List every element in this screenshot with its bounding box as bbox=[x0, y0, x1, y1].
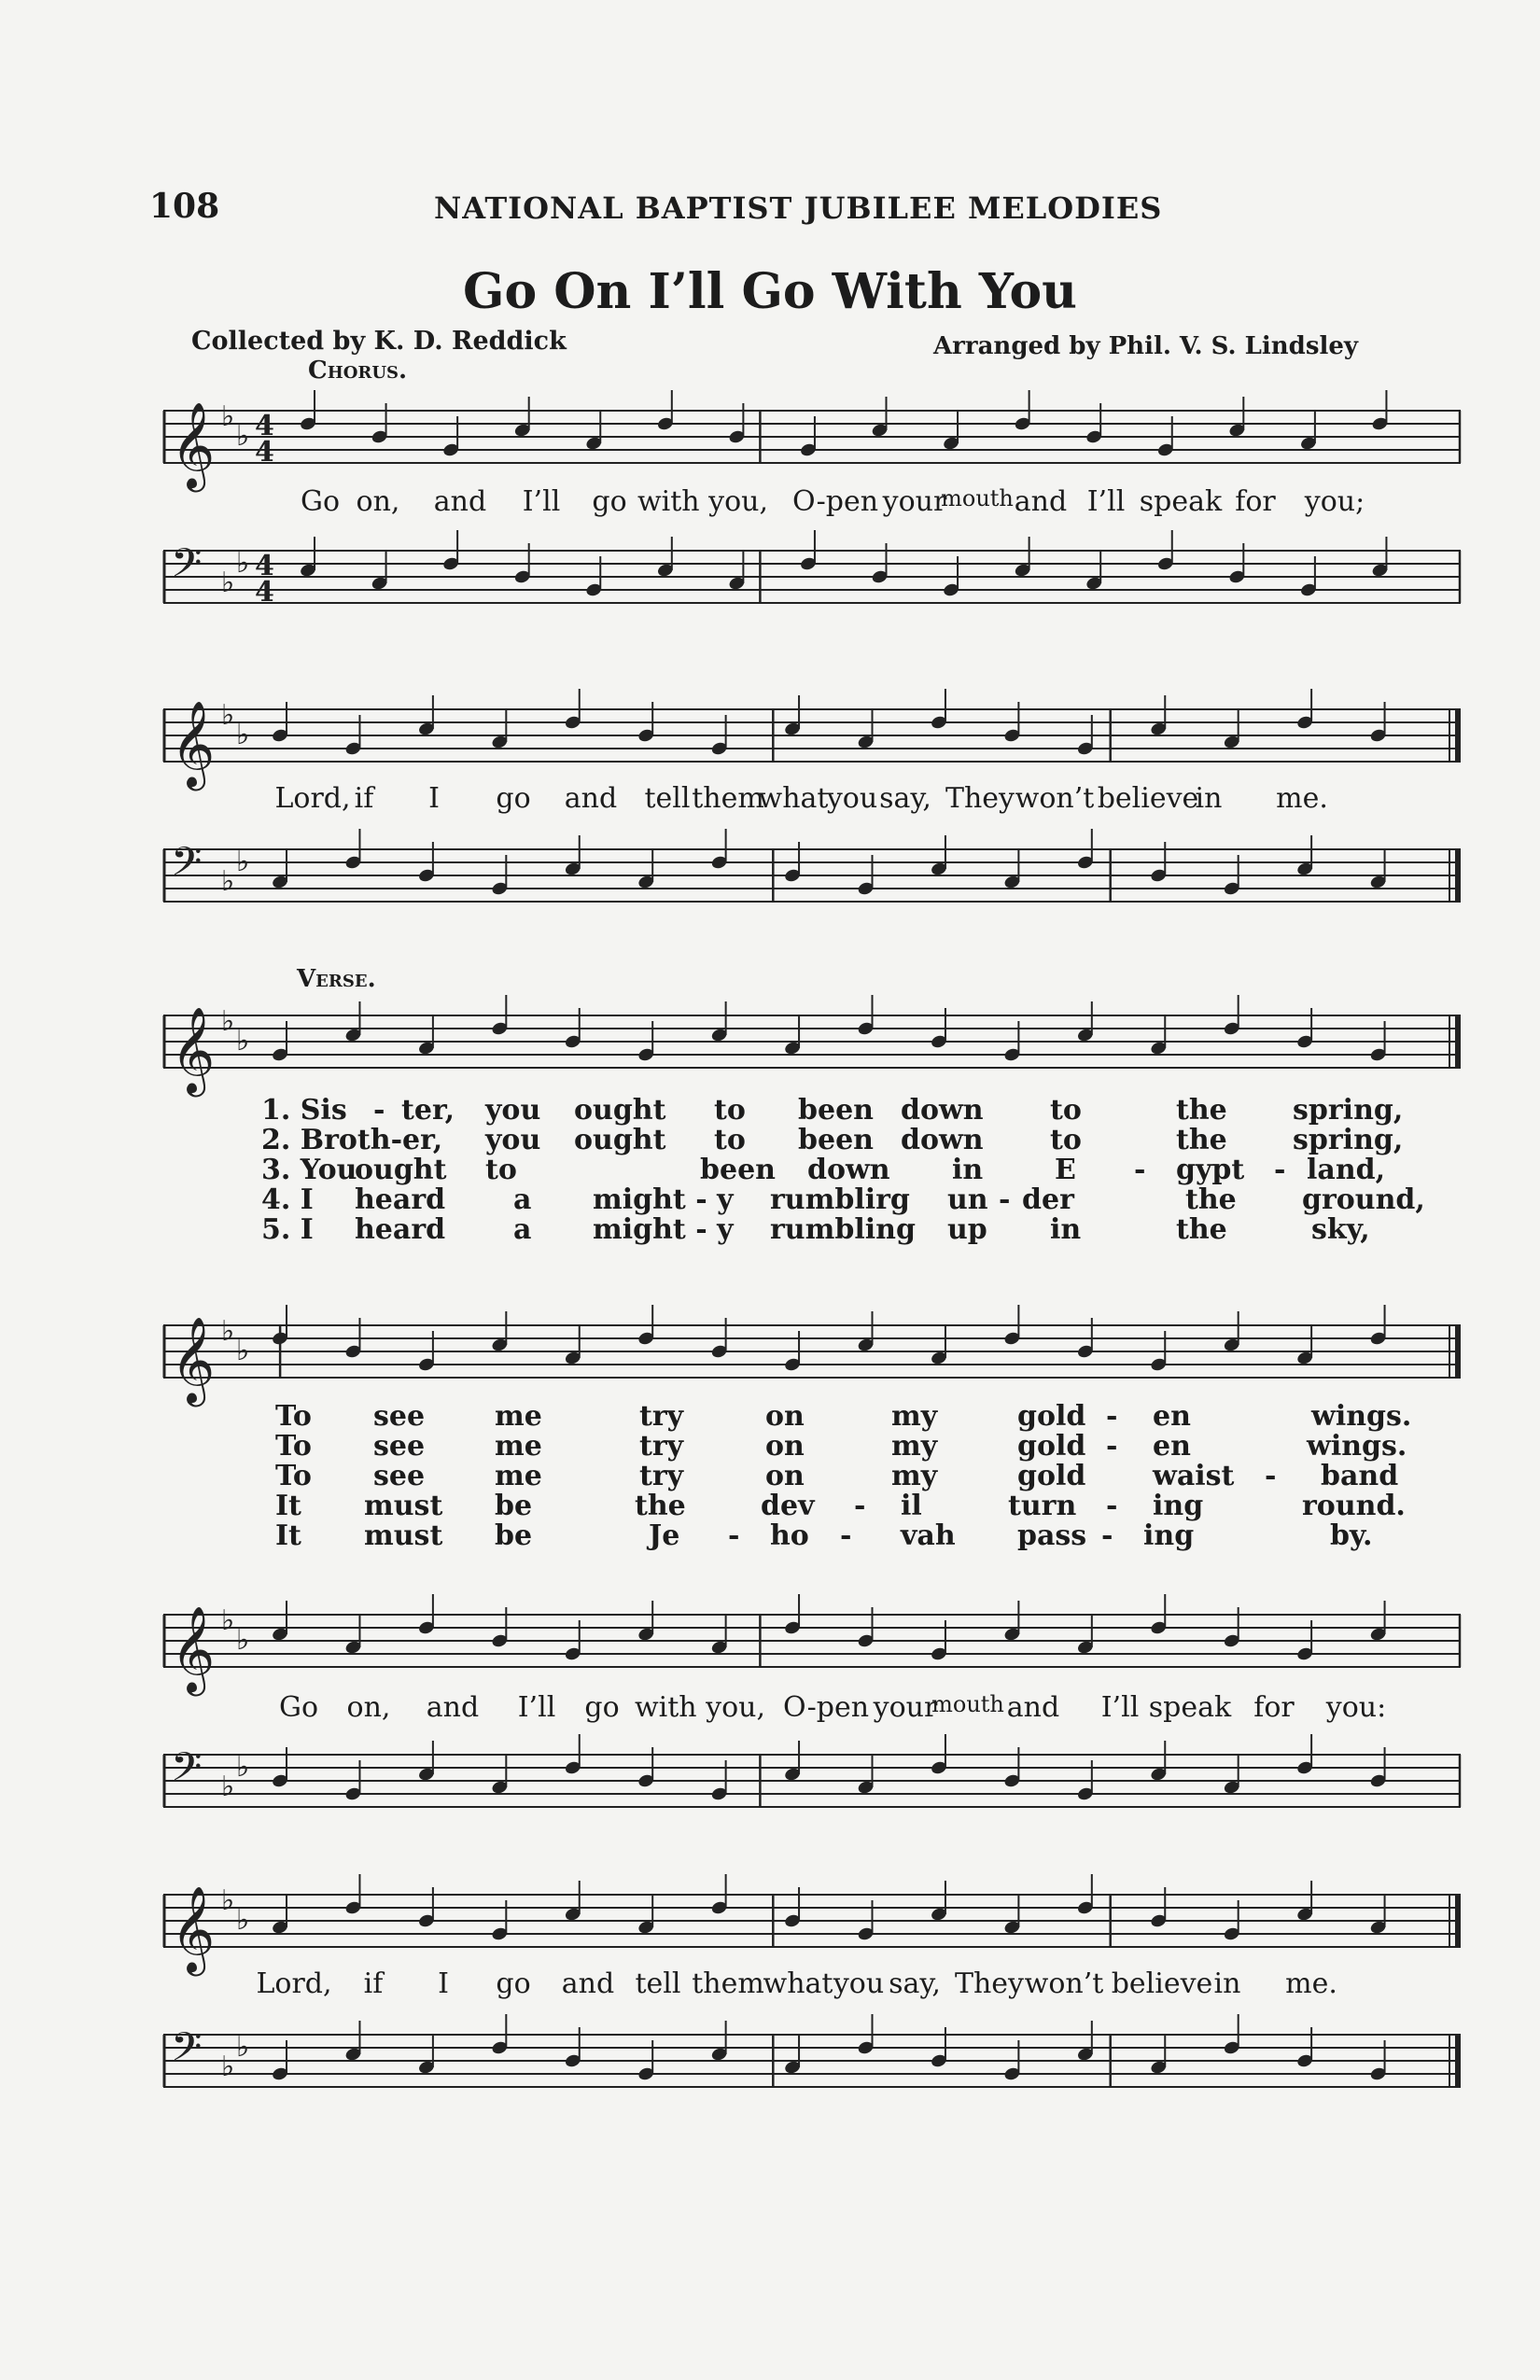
bass-clef-icon: 𝄢 bbox=[171, 839, 203, 895]
lyric-word: on, bbox=[356, 485, 400, 518]
lyric-word: Lord, bbox=[256, 1967, 332, 2000]
verse-3-line-a bbox=[163, 1154, 1461, 1185]
arranged-by-credit: Arranged by Phil. V. S. Lindsley bbox=[933, 332, 1359, 360]
lyric-word: gold bbox=[1017, 1460, 1086, 1492]
lyric-word: gold bbox=[1017, 1430, 1086, 1463]
lyric-word: E bbox=[1055, 1154, 1076, 1186]
lyric-word: on, bbox=[346, 1691, 391, 1724]
lyric-word: the bbox=[1176, 1124, 1227, 1156]
flat-sign-icon: ♭ bbox=[236, 420, 250, 453]
lyric-word: with you, bbox=[634, 1691, 766, 1724]
lyric-word: in bbox=[1213, 1967, 1241, 2000]
lyric-word: might - y bbox=[593, 1213, 734, 1246]
lyric-word: 3. You bbox=[261, 1154, 357, 1186]
lyric-word: ought bbox=[355, 1154, 447, 1186]
lyric-word: mouth bbox=[931, 1691, 1004, 1717]
lyric-word: rumbling bbox=[770, 1213, 916, 1246]
lyric-word: if bbox=[354, 782, 374, 815]
verse-1-line-a bbox=[163, 1094, 1461, 1126]
lyric-word: I’ll bbox=[522, 485, 561, 518]
treble-clef-icon: 𝄞 bbox=[171, 1885, 216, 1972]
lyric-word: the bbox=[1176, 1213, 1227, 1246]
treble-staff bbox=[163, 1876, 1461, 1979]
lyric-word: en bbox=[1153, 1400, 1191, 1433]
lyric-word: your bbox=[882, 485, 947, 518]
lyric-word: you bbox=[485, 1094, 541, 1127]
lyric-word: - bbox=[1106, 1490, 1118, 1522]
lyric-word: down bbox=[901, 1124, 984, 1156]
lyric-word: go bbox=[584, 1691, 620, 1724]
lyric-word: un bbox=[947, 1183, 988, 1216]
lyric-word: Go bbox=[278, 1691, 319, 1724]
treble-staff bbox=[163, 997, 1461, 1099]
chorus-lyric-row-1 bbox=[163, 485, 1461, 519]
lyric-word: I bbox=[428, 782, 440, 815]
lyric-word: try bbox=[639, 1400, 684, 1433]
verse-4-line-a bbox=[163, 1183, 1461, 1215]
lyric-word: with you, bbox=[637, 485, 769, 518]
lyric-word: Go bbox=[300, 485, 341, 518]
flat-sign-icon: ♭ bbox=[236, 719, 250, 751]
lyric-word: - bbox=[728, 1519, 740, 1552]
lyric-word: see bbox=[373, 1430, 426, 1463]
flat-sign-icon: ♭ bbox=[236, 1025, 250, 1057]
lyric-word: won’t bbox=[1024, 1967, 1104, 2000]
bass-clef-icon: 𝄢 bbox=[171, 2024, 203, 2080]
flat-sign-icon: ♭ bbox=[221, 699, 235, 732]
treble-clef-icon: 𝄞 bbox=[171, 401, 216, 488]
lyric-word: - bbox=[1106, 1400, 1118, 1433]
treble-clef-icon: 𝄞 bbox=[171, 1006, 216, 1093]
time-signature-top: 4 bbox=[255, 410, 274, 442]
verse-2-line-a bbox=[163, 1124, 1461, 1155]
verse-2-line-b bbox=[163, 1430, 1461, 1462]
lyric-word: and bbox=[426, 1691, 480, 1724]
lyric-word: go bbox=[496, 1967, 531, 2000]
lyric-word: and bbox=[561, 1967, 615, 2000]
lyric-word: me. bbox=[1285, 1967, 1337, 2000]
lyric-word: in bbox=[1195, 782, 1223, 815]
bass-clef-icon: 𝄢 bbox=[171, 540, 203, 596]
lyric-word: the bbox=[1176, 1094, 1227, 1127]
lyric-word: mouth bbox=[941, 485, 1014, 511]
lyric-word: me bbox=[495, 1460, 542, 1492]
lyric-word: speak bbox=[1139, 485, 1223, 518]
chorus-repeat-system-1 bbox=[163, 1596, 1461, 1829]
lyric-word: - bbox=[854, 1490, 866, 1522]
lyric-word: I’ll bbox=[1100, 1691, 1140, 1724]
bass-clef-icon: 𝄢 bbox=[171, 1744, 203, 1800]
flat-sign-icon: ♭ bbox=[221, 567, 235, 599]
lyric-word: the bbox=[635, 1490, 686, 1522]
lyric-word: you: bbox=[1325, 1691, 1387, 1724]
treble-staff bbox=[163, 392, 1461, 495]
lyric-word: It bbox=[275, 1490, 301, 1522]
lyric-word: tell bbox=[644, 782, 691, 815]
lyric-word: - bbox=[1265, 1460, 1277, 1492]
flat-sign-icon: ♭ bbox=[221, 1315, 235, 1348]
chorus-system-1 bbox=[163, 392, 1461, 625]
bass-staff bbox=[163, 532, 1461, 635]
lyric-word: what bbox=[763, 1967, 833, 2000]
lyric-word: spring, bbox=[1293, 1124, 1404, 1156]
lyric-word: il bbox=[901, 1490, 922, 1522]
lyric-word: been bbox=[798, 1094, 874, 1127]
verse-staff-1 bbox=[163, 997, 1461, 1099]
chorus-label: Chorus. bbox=[308, 357, 408, 385]
lyric-word: They bbox=[945, 782, 1015, 815]
lyric-word: ought bbox=[574, 1094, 666, 1127]
lyric-word: pass bbox=[1017, 1519, 1087, 1552]
lyric-word: in bbox=[952, 1154, 984, 1186]
lyric-word: and bbox=[1006, 1691, 1060, 1724]
lyric-word: 4. I bbox=[261, 1183, 314, 1216]
lyric-word: your bbox=[873, 1691, 938, 1724]
chorus-repeat-lyric-row-2 bbox=[163, 1967, 1461, 2001]
flat-sign-icon: ♭ bbox=[236, 846, 250, 878]
time-signature-top: 4 bbox=[255, 550, 274, 582]
lyric-word: 2. Broth-er, bbox=[261, 1124, 443, 1156]
lyric-word: try bbox=[639, 1460, 684, 1492]
lyric-word: by. bbox=[1330, 1519, 1373, 1552]
lyric-word: go bbox=[592, 485, 627, 518]
flat-sign-icon: ♭ bbox=[236, 1624, 250, 1657]
lyric-word: what bbox=[758, 782, 829, 815]
lyric-word: tell bbox=[635, 1967, 681, 2000]
lyric-word: must bbox=[364, 1519, 443, 1552]
lyric-word: my bbox=[891, 1430, 938, 1463]
lyric-word: ter, bbox=[401, 1094, 455, 1127]
verse-label: Verse. bbox=[297, 965, 376, 993]
verse-5-line-b bbox=[163, 1519, 1461, 1551]
lyric-word: a bbox=[513, 1213, 532, 1246]
lyric-word: to bbox=[1050, 1124, 1082, 1156]
lyric-word: rumblirg bbox=[770, 1183, 910, 1216]
lyric-word: waist bbox=[1153, 1460, 1235, 1492]
lyric-word: you bbox=[485, 1124, 541, 1156]
lyric-word: - bbox=[1134, 1154, 1146, 1186]
lyric-word: be bbox=[495, 1519, 533, 1552]
treble-clef-icon: 𝄞 bbox=[171, 1605, 216, 1692]
treble-clef-icon: 𝄞 bbox=[171, 700, 216, 787]
flat-sign-icon: ♭ bbox=[221, 400, 235, 433]
lyric-word: for bbox=[1235, 485, 1276, 518]
treble-staff bbox=[163, 1596, 1461, 1699]
lyric-word: my bbox=[891, 1400, 938, 1433]
lyric-word: wings. bbox=[1311, 1400, 1412, 1433]
lyric-word: say, bbox=[879, 782, 931, 815]
lyric-word: ho bbox=[770, 1519, 809, 1552]
lyric-word: down bbox=[807, 1154, 890, 1186]
lyric-word: To bbox=[275, 1400, 312, 1433]
lyric-word: gypt bbox=[1176, 1154, 1245, 1186]
lyric-word: 1. Sis bbox=[261, 1094, 347, 1127]
collected-by-credit: Collected by K. D. Reddick bbox=[191, 327, 567, 356]
flat-sign-icon: ♭ bbox=[221, 1771, 235, 1803]
flat-sign-icon: ♭ bbox=[221, 2051, 235, 2083]
lyric-word: - bbox=[373, 1094, 385, 1127]
lyric-word: - bbox=[1101, 1519, 1113, 1552]
lyric-word: I’ll bbox=[1086, 485, 1126, 518]
lyric-word: They bbox=[954, 1967, 1025, 2000]
flat-sign-icon: ♭ bbox=[221, 865, 235, 898]
lyric-word: be bbox=[495, 1490, 533, 1522]
chorus-lyric-row-2 bbox=[163, 782, 1461, 816]
flat-sign-icon: ♭ bbox=[236, 547, 250, 580]
lyric-word: dev bbox=[761, 1490, 815, 1522]
book-title: NATIONAL BAPTIST JUBILEE MELODIES bbox=[434, 190, 1163, 226]
lyric-word: you; bbox=[1304, 485, 1365, 518]
lyric-word: believe bbox=[1111, 1967, 1213, 2000]
lyric-word: To bbox=[275, 1460, 312, 1492]
verse-3-line-b bbox=[163, 1460, 1461, 1491]
treble-staff bbox=[163, 691, 1461, 793]
lyric-word: must bbox=[364, 1490, 443, 1522]
flat-sign-icon: ♭ bbox=[236, 1904, 250, 1937]
lyric-word: sky, bbox=[1311, 1213, 1370, 1246]
lyric-word: - bbox=[1106, 1430, 1118, 1463]
lyric-word: Je bbox=[649, 1519, 680, 1552]
lyric-word: heard bbox=[355, 1213, 446, 1246]
lyric-word: try bbox=[639, 1430, 684, 1463]
lyric-word: you bbox=[833, 1967, 885, 2000]
lyric-word: on bbox=[765, 1430, 805, 1463]
lyric-word: and bbox=[433, 485, 487, 518]
lyric-word: der bbox=[1022, 1183, 1074, 1216]
lyric-word: spring, bbox=[1293, 1094, 1404, 1127]
chorus-repeat-lyric-row-1 bbox=[163, 1691, 1461, 1725]
bass-staff bbox=[163, 831, 1461, 933]
bass-staff bbox=[163, 1736, 1461, 1839]
lyric-word: speak bbox=[1148, 1691, 1232, 1724]
lyric-word: me bbox=[495, 1400, 542, 1433]
lyric-word: Lord, bbox=[274, 782, 351, 815]
lyric-word: I’ll bbox=[517, 1691, 556, 1724]
lyric-word: 5. I bbox=[261, 1213, 314, 1246]
treble-staff bbox=[163, 1307, 1461, 1409]
lyric-word: if bbox=[363, 1967, 384, 2000]
treble-clef-icon: 𝄞 bbox=[171, 1316, 216, 1403]
lyric-word: see bbox=[373, 1400, 426, 1433]
lyric-word: vah bbox=[901, 1519, 956, 1552]
verse-1-line-b bbox=[163, 1400, 1461, 1432]
flat-sign-icon: ♭ bbox=[221, 1005, 235, 1038]
lyric-word: - bbox=[1274, 1154, 1286, 1186]
song-title: Go On I’ll Go With You bbox=[463, 263, 1077, 320]
verse-5-line-a bbox=[163, 1213, 1461, 1245]
lyric-word: been bbox=[700, 1154, 776, 1186]
lyric-word: me. bbox=[1276, 782, 1328, 815]
lyric-word: you bbox=[826, 782, 878, 815]
lyric-word: and bbox=[1014, 485, 1068, 518]
lyric-word: ought bbox=[574, 1124, 666, 1156]
lyric-word: I bbox=[438, 1967, 449, 2000]
flat-sign-icon: ♭ bbox=[236, 2031, 250, 2064]
lyric-word: land, bbox=[1307, 1154, 1386, 1186]
lyric-word: to bbox=[1050, 1094, 1082, 1127]
lyric-word: my bbox=[891, 1460, 938, 1492]
bass-staff bbox=[163, 2016, 1461, 2119]
lyric-word: in bbox=[1050, 1213, 1082, 1246]
flat-sign-icon: ♭ bbox=[236, 1335, 250, 1367]
lyric-word: gold bbox=[1017, 1400, 1086, 1433]
lyric-word: en bbox=[1153, 1430, 1191, 1463]
lyric-word: ground, bbox=[1302, 1183, 1425, 1216]
lyric-word: and bbox=[564, 782, 618, 815]
lyric-word: them bbox=[692, 1967, 764, 2000]
lyric-word: - bbox=[840, 1519, 852, 1552]
lyric-word: them bbox=[692, 782, 764, 815]
lyric-word: To bbox=[275, 1430, 312, 1463]
lyric-word: to bbox=[485, 1154, 517, 1186]
verse-4-line-b bbox=[163, 1490, 1461, 1521]
lyric-word: believe bbox=[1097, 782, 1199, 815]
lyric-word: for bbox=[1253, 1691, 1295, 1724]
lyric-word: - bbox=[999, 1183, 1011, 1216]
chorus-repeat-system-2 bbox=[163, 1876, 1461, 2109]
lyric-word: up bbox=[947, 1213, 987, 1246]
lyric-word: a bbox=[513, 1183, 532, 1216]
lyric-word: been bbox=[798, 1124, 874, 1156]
lyric-word: on bbox=[765, 1400, 805, 1433]
lyric-word: round. bbox=[1302, 1490, 1406, 1522]
lyric-word: to bbox=[714, 1124, 746, 1156]
verse-staff-2 bbox=[163, 1307, 1461, 1409]
lyric-word: down bbox=[901, 1094, 984, 1127]
lyric-word: turn bbox=[1008, 1490, 1077, 1522]
page-number: 108 bbox=[149, 187, 220, 226]
chorus-system-2 bbox=[163, 691, 1461, 924]
lyric-word: O-pen bbox=[782, 1691, 870, 1724]
lyric-word: won’t bbox=[1015, 782, 1095, 815]
lyric-word: see bbox=[373, 1460, 426, 1492]
flat-sign-icon: ♭ bbox=[221, 1884, 235, 1917]
lyric-word: ing bbox=[1153, 1490, 1204, 1522]
lyric-word: heard bbox=[355, 1183, 446, 1216]
lyric-word: O-pen bbox=[791, 485, 879, 518]
lyric-word: on bbox=[765, 1460, 805, 1492]
lyric-word: band bbox=[1321, 1460, 1399, 1492]
time-signature-bottom: 4 bbox=[255, 436, 274, 469]
lyric-word: to bbox=[714, 1094, 746, 1127]
lyric-word: It bbox=[275, 1519, 301, 1552]
time-signature-bottom: 4 bbox=[255, 576, 274, 609]
lyric-word: ing bbox=[1143, 1519, 1195, 1552]
lyric-word: go bbox=[496, 782, 531, 815]
flat-sign-icon: ♭ bbox=[236, 1751, 250, 1784]
lyric-word: say, bbox=[889, 1967, 941, 2000]
lyric-word: might - y bbox=[593, 1183, 734, 1216]
flat-sign-icon: ♭ bbox=[221, 1604, 235, 1637]
lyric-word: wings. bbox=[1307, 1430, 1407, 1463]
lyric-word: the bbox=[1185, 1183, 1237, 1216]
lyric-word: me bbox=[495, 1430, 542, 1463]
